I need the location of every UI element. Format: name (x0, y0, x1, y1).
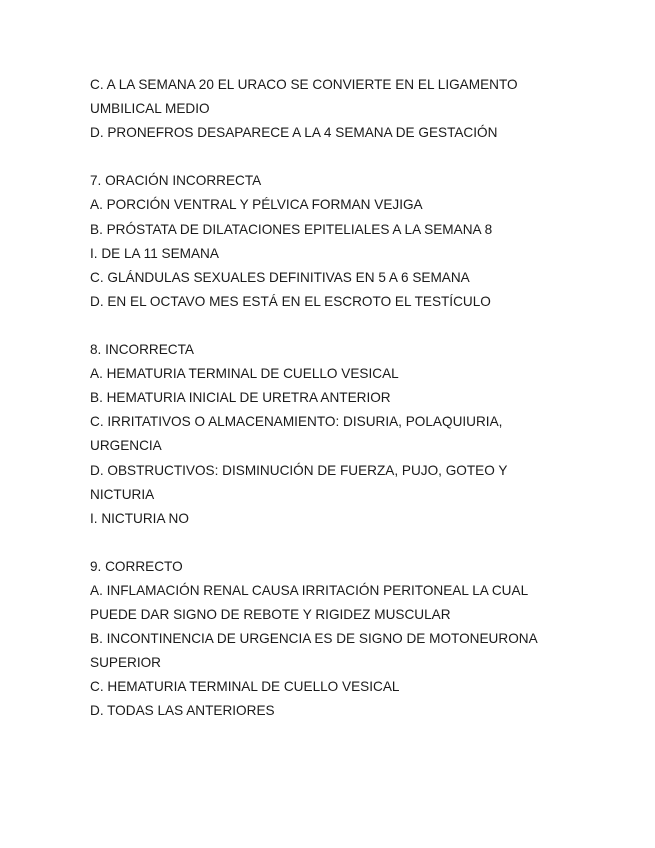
option-c: C. IRRITATIVOS O ALMACENAMIENTO: DISURIA, POLAQUIURIA, (90, 414, 503, 430)
document-page (90, 73, 570, 724)
spacer (90, 145, 570, 169)
option-c-continuation: URGENCIA (90, 438, 162, 454)
option-c: C. HEMATURIA TERMINAL DE CUELLO VESICAL (90, 679, 400, 695)
option-d: D. TODAS LAS ANTERIORES (90, 703, 275, 719)
option-d: D. PRONEFROS DESAPARECE A LA 4 SEMANA DE GESTACIÓN (90, 125, 498, 141)
spacer (90, 314, 570, 338)
option-b: B. HEMATURIA INICIAL DE URETRA ANTERIOR (90, 390, 391, 406)
spacer (90, 531, 570, 555)
option-a: A. HEMATURIA TERMINAL DE CUELLO VESICAL (90, 366, 399, 382)
question-6-tail (90, 73, 570, 145)
option-c: C. GLÁNDULAS SEXUALES DEFINITIVAS EN 5 A 6 SEMANA (90, 269, 470, 285)
option-a-continuation: PUEDE DAR SIGNO DE REBOTE Y RIGIDEZ MUSCULAR (90, 607, 451, 623)
question-heading: 8. INCORRECTA (90, 342, 194, 358)
option-d: D. OBSTRUCTIVOS: DISMINUCIÓN DE FUERZA, PUJO, GOTEO Y (90, 462, 508, 478)
option-d: D. EN EL OCTAVO MES ESTÁ EN EL ESCROTO EL TESTÍCULO (90, 293, 491, 309)
question-9 (90, 555, 570, 724)
question-8 (90, 338, 570, 531)
note-line: I. DE LA 11 SEMANA (90, 245, 219, 261)
option-b: B. INCONTINENCIA DE URGENCIA ES DE SIGNO DE MOTONEURONA (90, 631, 538, 647)
question-7 (90, 169, 570, 314)
option-d-continuation: NICTURIA (90, 486, 155, 502)
note-line: I. NICTURIA NO (90, 510, 189, 526)
option-c-continuation: UMBILICAL MEDIO (90, 101, 210, 117)
option-a: A. INFLAMACIÓN RENAL CAUSA IRRITACIÓN PERITONEAL LA CUAL (90, 582, 529, 598)
option-a: A. PORCIÓN VENTRAL Y PÉLVICA FORMAN VEJIGA (90, 197, 423, 213)
option-b-continuation: SUPERIOR (90, 655, 162, 671)
question-heading: 7. ORACIÓN INCORRECTA (90, 173, 262, 189)
question-heading: 9. CORRECTO (90, 558, 183, 574)
option-c: C. A LA SEMANA 20 EL URACO SE CONVIERTE EN EL LIGAMENTO (90, 77, 518, 92)
option-b: B. PRÓSTATA DE DILATACIONES EPITELIALES A LA SEMANA 8 (90, 221, 493, 237)
